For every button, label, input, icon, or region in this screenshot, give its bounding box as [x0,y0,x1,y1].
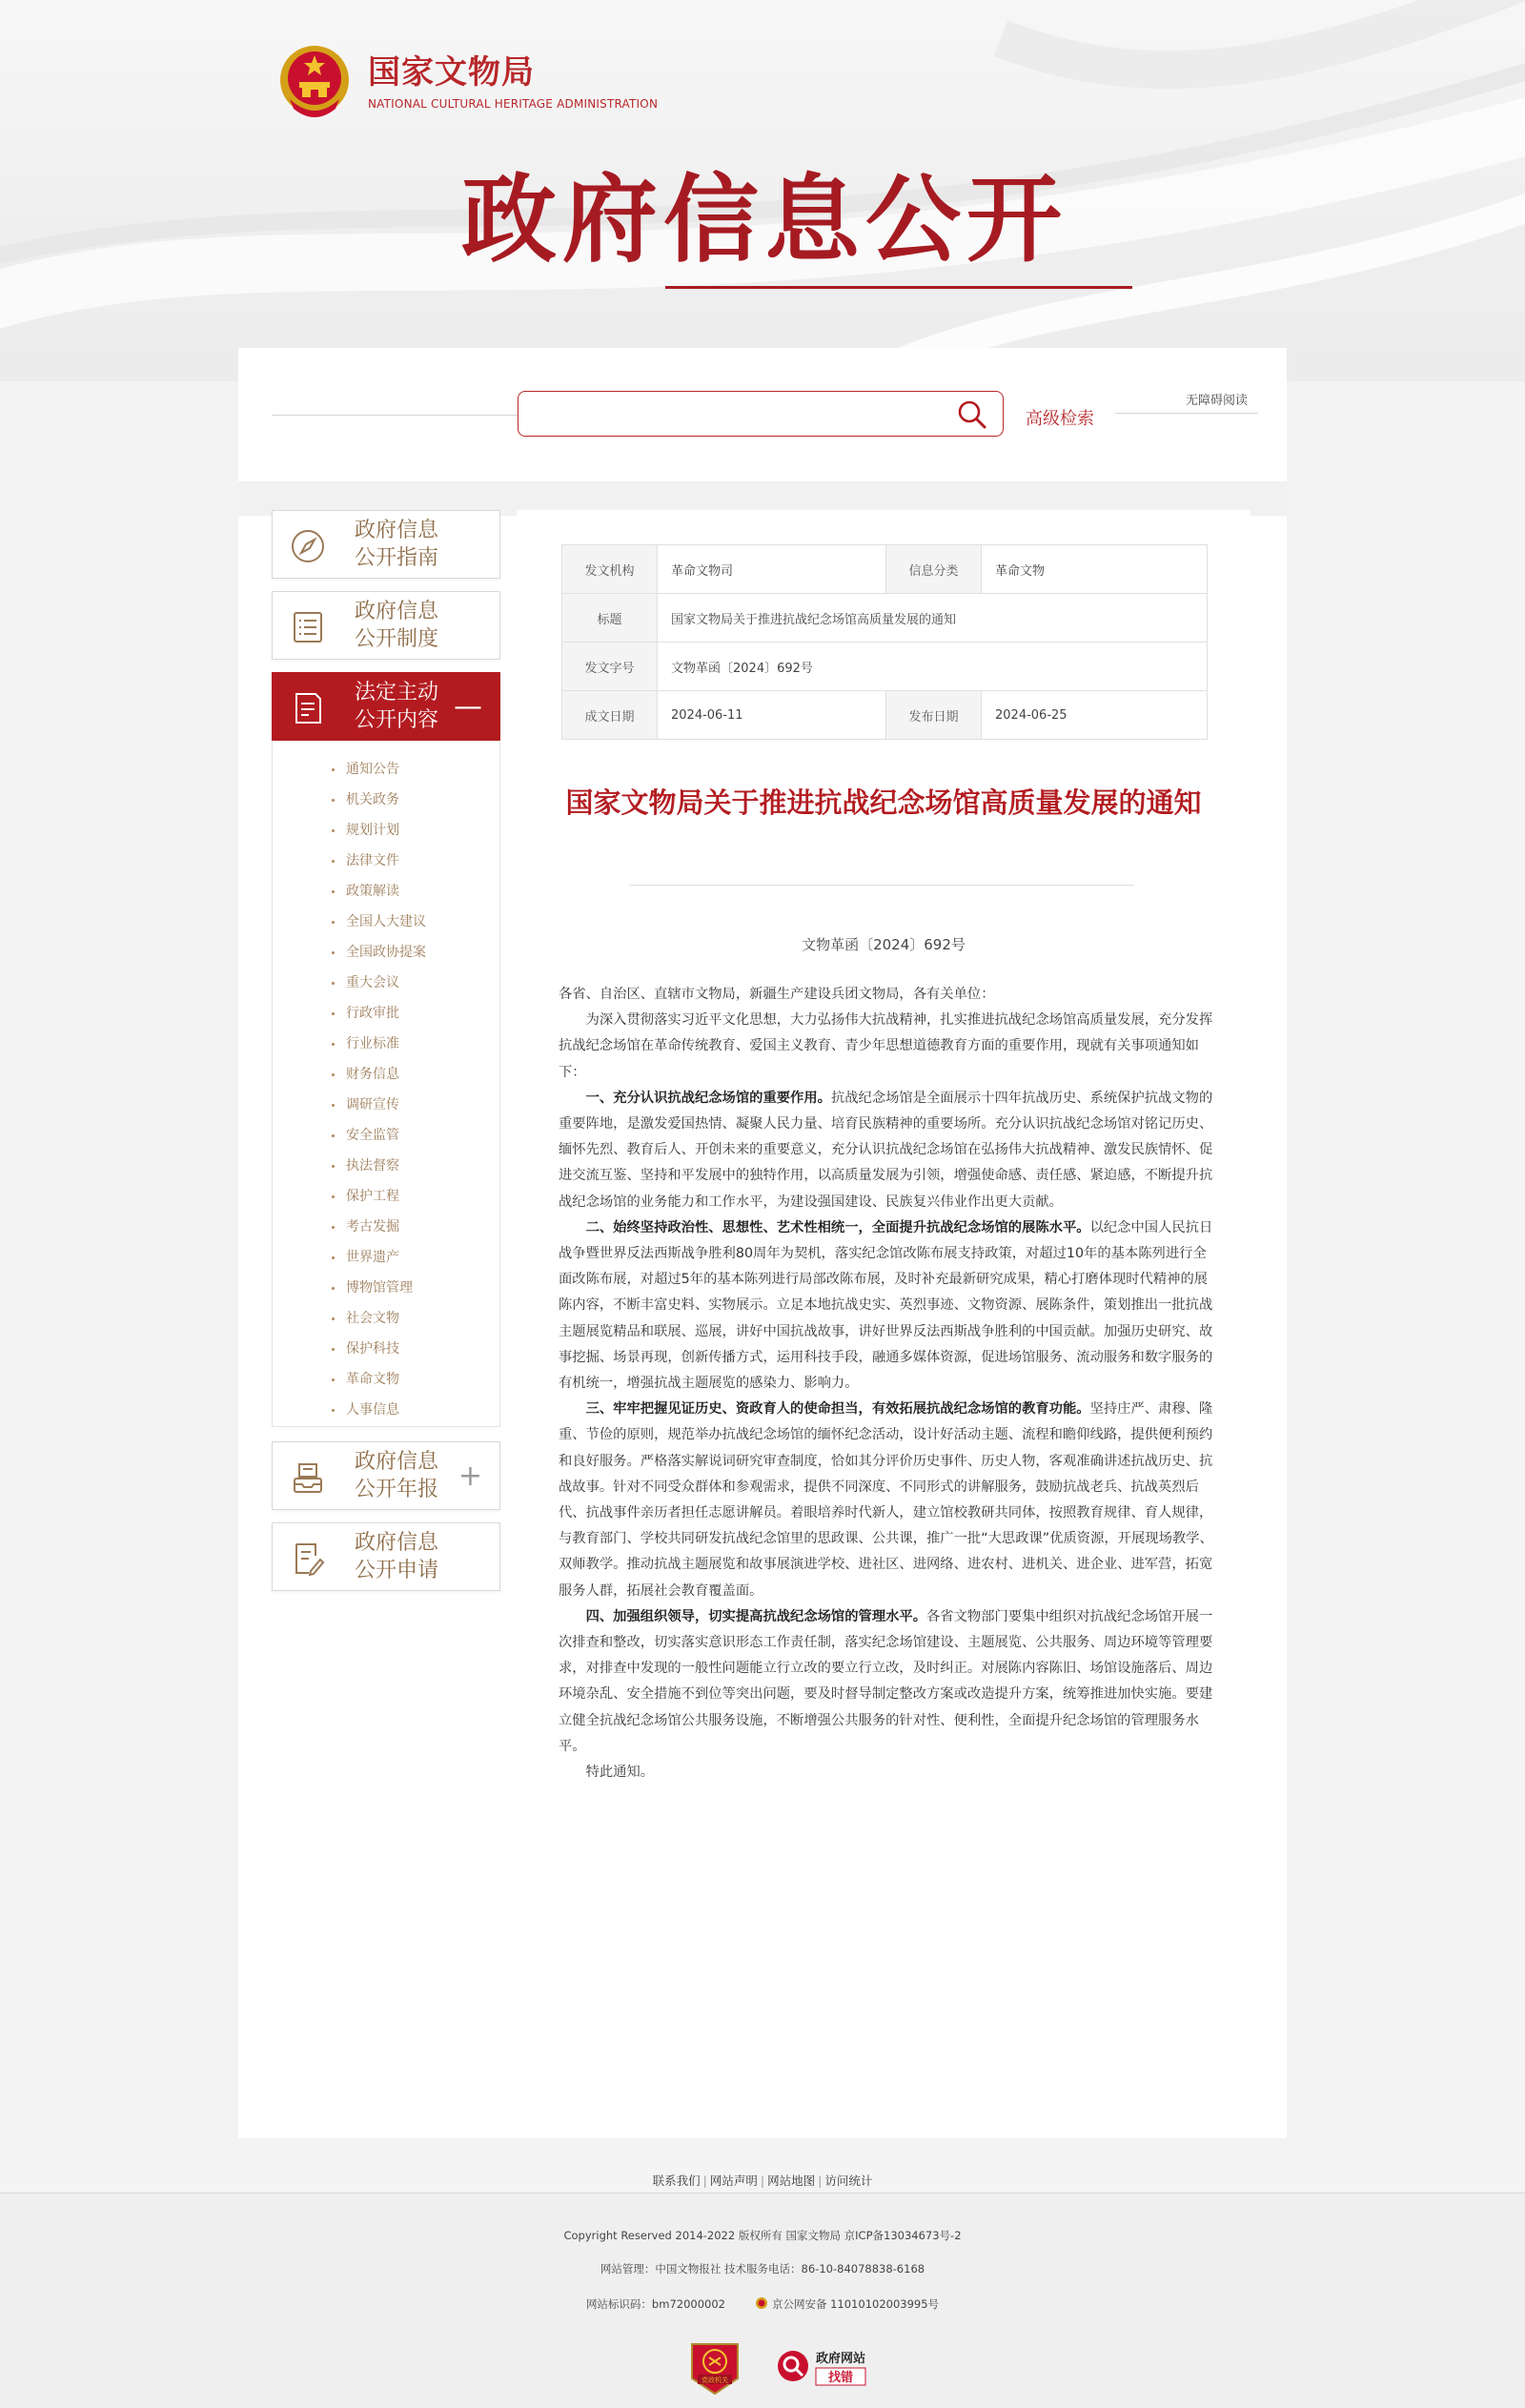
sidebar-sub-item[interactable]: 保护工程 [273,1181,499,1212]
section-1-body: 抗战纪念场馆是全面展示十四年抗战历史、系统保护抗战文物的重要阵地，是激发爱国热情、凝聚人民力量、培育民族精神的重要场所。充分认识抗战纪念场馆对铭记历史、缅怀先烈、教育后人、开创未来的重要意义，充分认识抗战纪念场馆在弘扬伟大抗战精神、激发民族情怀、促进交流互鉴、坚持和平发展中的独特作用，以高质量发展为引领，增强使命感、责任感、紧迫感，不断提升抗战纪念场馆的业务能力和工作水平，为建设强国建设、民族复兴伟业作出更大贡献。 [559,1090,1213,1210]
sidebar-sub-item[interactable]: 通知公告 [273,754,499,785]
sidebar-sub-item[interactable]: 规划计划 [273,815,499,846]
sidebar-card-guide-line1: 政府信息 [355,519,439,542]
expand-icon[interactable]: + [458,1459,482,1493]
footer-police[interactable]: 京公网安备 11010102003995号 [771,2297,940,2311]
meta-title-value: 国家文物局关于推进抗战纪念场馆高质量发展的通知 [658,594,1208,643]
compass-icon [290,528,326,564]
sidebar-sub-item[interactable]: 革命文物 [273,1364,499,1395]
document-meta-table [561,544,1208,740]
meta-title-key: 标题 [562,594,658,643]
list-doc-icon [290,609,326,645]
sidebar-sub-item[interactable]: 法律文件 [273,846,499,876]
footer-link-stats[interactable]: 访问统计 [824,2173,873,2188]
meta-docno-value: 文物革函〔2024〕692号 [658,643,1208,691]
footer-ident: 网站标识码：bm72000002 [585,2297,725,2311]
meta-created-key: 成文日期 [562,691,658,740]
party-gov-badge-text: 党政机关 [702,2377,728,2384]
error-report-line1: 政府网站 [816,2352,866,2366]
title-divider [629,885,1134,886]
sidebar-sub-item[interactable]: 重大会议 [273,968,499,998]
sidebar-sub-item[interactable]: 人事信息 [273,1395,499,1425]
section-1 [559,1086,1216,1215]
sidebar-sub-item[interactable]: 机关政务 [273,785,499,815]
section-4-body: 各省文物部门要集中组织对抗战纪念场馆开展一次排查和整改，切实落实意识形态工作责任制，落实纪念场馆建设、主题展览、公共服务、周边环境等管理要求，对排查中发现的一般性问题能立行立改的要立行立改，及时纠正。对展陈内容陈旧、场馆设施落后、周边环境杂乱、安全措施不到位等突出问题，要及时督导制定整改方案或改造提升方案，统筹推进加快实施。要建立健全抗战纪念场馆公共服务设施，不断增强公共服务的针对性、便利性，全面提升纪念场馆的管理服务水平。 [559,1608,1213,1754]
inbox-icon [290,1459,326,1496]
search-icon[interactable] [957,399,987,430]
section-3-body: 坚持庄严、肃穆、隆重、节俭的原则，规范举办抗战纪念场馆的缅怀纪念活动，设计好活动主题、流程和瞻仰线路，提供便利预约和良好服务。严格落实解说词研究审查制度，恰如其分评价历史事件、历史人物，客观准确讲述抗战历史、抗战故事。针对不同受众群体和参观需求，提供不同深度、不同形式的讲解服务，鼓励抗战老兵、抗战英烈后代、抗战事件亲历者担任志愿讲解员。着眼培养时代新人，建立馆校教研共同体，按照教育规律、育人规律，与教育部门、学校共同研发抗战纪念馆里的思政课、公共课，推广一批“大思政课”优质资源，开展现场教学、双师教学。推动抗战主题展览和故事展演进学校、进社区、进网络、进农村、进机关、进企业、进军营，拓宽服务人群，拓展社会教育覆盖面。 [559,1401,1213,1599]
sidebar-sub-item[interactable]: 调研宣传 [273,1090,499,1120]
sidebar-card-system[interactable] [272,591,500,660]
banner-underline [665,286,1132,289]
sidebar-card-annual-line1: 政府信息 [355,1450,439,1474]
sidebar-card-guide-line2: 公开指南 [355,546,439,570]
section-3-heading: 三、牢牢把握见证历史、资政育人的使命担当，有效拓展抗战纪念场馆的教育功能。 [585,1401,1090,1418]
sidebar-card-application-line1: 政府信息 [355,1531,439,1555]
sidebar-sub-item[interactable]: 社会文物 [273,1303,499,1334]
sidebar-sub-item[interactable]: 考古发掘 [273,1212,499,1242]
section-2-heading: 二、始终坚持政治性、思想性、艺术性相统一，全面提升抗战纪念场馆的展陈水平。 [585,1219,1090,1235]
section-3 [559,1397,1216,1604]
accessibility-divider [1115,413,1258,414]
document-body [559,982,1216,1786]
sidebar-sub-item[interactable]: 保护科技 [273,1334,499,1364]
gov-site-error-report[interactable] [774,2343,881,2389]
error-report-icon [774,2343,881,2389]
site-logo[interactable] [276,42,658,122]
edit-doc-icon [290,1541,326,1577]
sidebar-card-system-line1: 政府信息 [355,600,439,623]
sidebar-sub-item[interactable]: 世界遗产 [273,1242,499,1273]
salutation: 各省、自治区、直辖市文物局，新疆生产建设兵团文物局，各有关单位： [559,987,995,1002]
footer-links: 联系我们 | 网站声明 | 网站地图 | 访问统计 [652,2173,873,2188]
footer-link-contact[interactable]: 联系我们 [652,2173,701,2188]
footer-ident-row [0,2296,1525,2312]
sidebar-sub-item[interactable]: 执法督察 [273,1151,499,1181]
footer-link-sitemap[interactable]: 网站地图 [767,2173,816,2188]
sidebar-sub-item[interactable]: 全国人大建议 [273,907,499,937]
sidebar-card-statutory-line2: 公开内容 [355,708,439,732]
document-icon [290,690,326,726]
footer-manage: 网站管理：中国文物报社 技术服务电话：86-10-84078838-6168 [600,2262,925,2275]
sidebar-sub-item[interactable]: 行业标准 [273,1029,499,1059]
meta-created-value: 2024-06-11 [658,691,886,740]
section-2-body: 以纪念中国人民抗日战争暨世界反法西斯战争胜利80周年为契机，落实纪念馆改陈布展支持政策，对超过10年的基本陈列进行全面改陈布展，对超过5年的基本陈列进行局部改陈布展，及时补充最新研究成果，精心打磨体现时代精神的展陈内容，不断丰富史料、实物展示。立足本地抗战史实、英烈事迹、文物资源、展陈条件，策划推出一批抗战主题展览精品和联展、巡展，讲好中国抗战故事，讲好世界反法西斯战争胜利的中国贡献。加强历史研究、故事挖掘、场景再现，创新传播方式，运用科技手段，融通多媒体资源，促进场馆服务、流动服务和数字服务的有机统一，增强抗战主题展览的感染力、影响力。 [559,1219,1213,1392]
section-2 [559,1215,1216,1397]
meta-published-value: 2024-06-25 [982,691,1208,740]
sidebar-card-statutory-line1: 法定主动 [355,681,439,704]
party-gov-badge-icon [688,2340,742,2398]
sidebar-card-application-line2: 公开申请 [355,1559,439,1582]
closing: 特此通知。 [585,1765,655,1781]
sidebar-sub-item[interactable]: 全国政协提案 [273,937,499,968]
meta-category-key: 信息分类 [886,545,982,594]
sidebar-sub-item[interactable]: 政策解读 [273,876,499,907]
meta-issuer-value: 革命文物司 [658,545,886,594]
banner-title: 政府信息公开 [461,163,1068,275]
police-badge-icon [755,2296,768,2310]
sidebar-card-guide[interactable] [272,510,500,579]
sidebar-sub-item[interactable]: 财务信息 [273,1059,499,1090]
accessibility-reading-link[interactable]: 无障碍阅读 [1186,394,1249,408]
sidebar-card-application[interactable] [272,1522,500,1591]
document-number: 文物革函〔2024〕692号 [802,936,966,953]
sidebar-sub-list [272,743,500,1427]
document-content [517,510,1250,2121]
sidebar-card-system-line2: 公开制度 [355,627,439,651]
org-name-cn: 国家文物局 [368,53,535,92]
meta-issuer-key: 发文机构 [562,545,658,594]
collapse-icon[interactable]: — [454,690,482,724]
meta-docno-key: 发文字号 [562,643,658,691]
sidebar-sub-item[interactable]: 博物馆管理 [273,1273,499,1303]
search-box [518,391,1004,437]
footer-copyright: Copyright Reserved 2014-2022 版权所有 国家文物局 京ICP备13034673号-2 [563,2229,962,2242]
document-title: 国家文物局关于推进抗战纪念场馆高质量发展的通知 [565,786,1202,819]
sidebar-sub-item[interactable]: 安全监管 [273,1120,499,1151]
advanced-search-link[interactable]: 高级检索 [1026,409,1094,429]
meta-category-value: 革命文物 [982,545,1208,594]
party-gov-badge[interactable] [688,2340,742,2398]
sidebar-sub-item[interactable]: 行政审批 [273,998,499,1029]
sidebar-card-annual-line2: 公开年报 [355,1478,439,1501]
meta-published-key: 发布日期 [886,691,982,740]
section-1-heading: 一、充分认识抗战纪念场馆的重要作用。 [585,1090,831,1106]
search-divider-left [272,415,519,416]
intro-paragraph: 为深入贯彻落实习近平文化思想，大力弘扬伟大抗战精神，扎实推进抗战纪念场馆高质量发展，充分发挥抗战纪念场馆在革命传统教育、爱国主义教育、青少年思想道德教育方面的重要作用，现就有关事项通知如下： [559,1012,1213,1080]
error-report-line2: 找错 [827,2371,854,2385]
search-input[interactable] [532,399,932,428]
sidebar-card-annual-report[interactable] [272,1441,500,1510]
sidebar-card-statutory[interactable] [272,672,500,741]
footer-link-statement[interactable]: 网站声明 [709,2173,758,2188]
org-name-en: NATIONAL CULTURAL HERITAGE ADMINISTRATION [368,97,659,111]
section-4-heading: 四、加强组织领导，切实提高抗战纪念场馆的管理水平。 [585,1608,927,1624]
section-4 [559,1604,1216,1760]
national-emblem-icon [276,42,353,122]
